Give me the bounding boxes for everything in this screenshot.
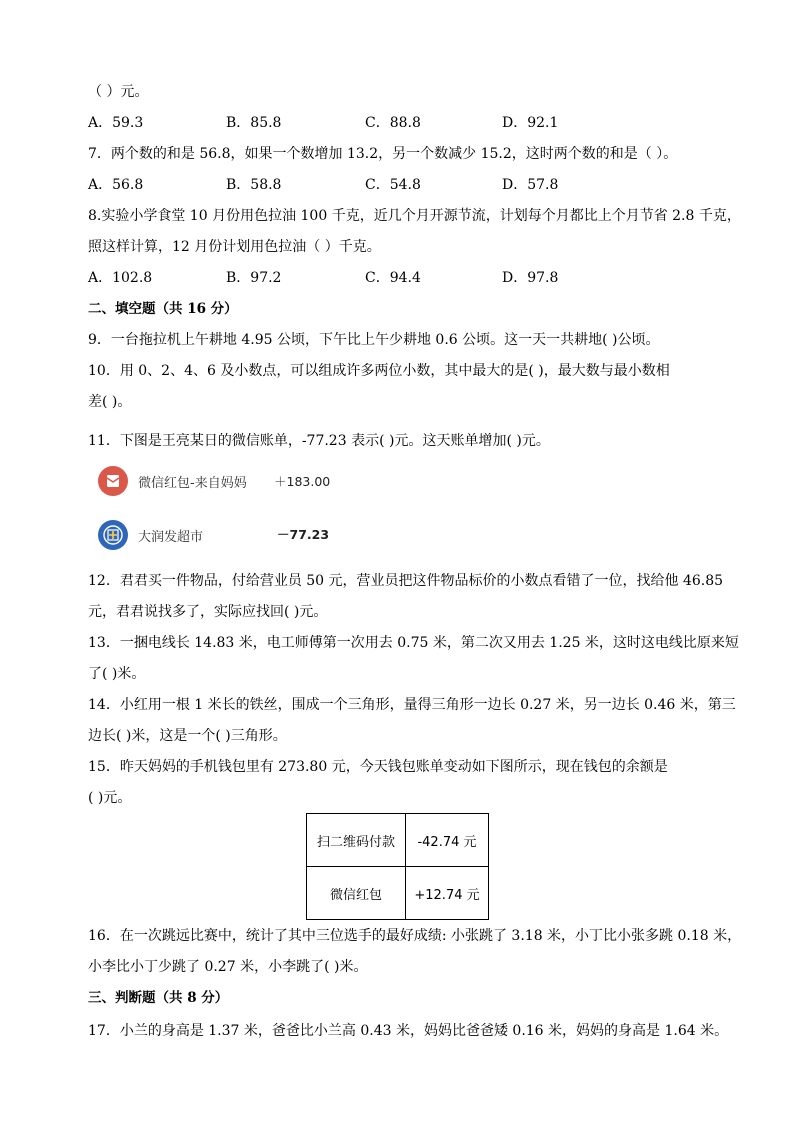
red-packet-icon (98, 466, 128, 496)
option-a: A．102.8 (88, 270, 153, 286)
option-d: D．97.8 (502, 270, 559, 286)
wallet-change-table (306, 813, 489, 920)
supermarket-icon (98, 520, 128, 550)
question-13-line1: 13．一捆电线长 14.83 米，电工师傅第一次用去 0.75 米，第二次又用去 1.25 米，这时这电线比原来短 (88, 635, 739, 651)
bill-row-supermarket (98, 518, 203, 552)
question-11: 11．下图是王亮某日的微信账单，-77.23 表示( )元。这天账单增加( )元。 (88, 433, 550, 449)
wallet-label: 扫二维码付款 (307, 814, 406, 867)
table-row (307, 867, 489, 920)
bill-amount: ＋183.00 (274, 474, 331, 489)
question-13-line2: 了( )米。 (88, 666, 146, 682)
bill-row-red-packet (98, 464, 247, 498)
question-8-line2: 照这样计算，12 月份计划用色拉油（ ）千克。 (88, 239, 381, 255)
option-d: D．57.8 (502, 177, 559, 193)
question-17: 17．小兰的身高是 1.37 米，爸爸比小兰高 0.43 米，妈妈比爸爸矮 0.16 米，妈妈的身高是 1.64 米。 (88, 1023, 729, 1039)
q8-options (88, 268, 708, 288)
question-10-line1: 10．用 0、2、4、6 及小数点，可以组成许多两位小数，其中最大的是( )，最大数与最小数相 (88, 363, 670, 379)
wallet-value: -42.74 元 (406, 814, 489, 867)
bill-amount: －77.23 (277, 527, 330, 542)
question-15-line1: 15．昨天妈妈的手机钱包里有 273.80 元，今天钱包账单变动如下图所示，现在钱包的余额是 (88, 759, 668, 775)
q7-options (88, 175, 708, 195)
question-8-line1: 8.实验小学食堂 10 月份用色拉油 100 千克，近几个月开源节流，计划每个月都比上个月节省 2.8 千克， (88, 208, 741, 224)
option-b: B．85.8 (226, 115, 282, 131)
option-b: B．58.8 (226, 177, 282, 193)
question-15-line2: ( )元。 (88, 790, 132, 806)
wallet-label: 微信红包 (307, 867, 406, 920)
question-16-line2: 小李比小丁少跳了 0.27 米，小李跳了( )米。 (88, 959, 368, 975)
option-c: C．54.8 (365, 177, 421, 193)
question-12-line2: 元，君君说找多了，实际应找回( )元。 (88, 604, 328, 620)
question-10-line2: 差( )。 (88, 394, 132, 410)
question-14-line2: 边长( )米，这是一个( )三角形。 (88, 728, 287, 744)
option-c: C．88.8 (365, 115, 421, 131)
option-c: C．94.4 (365, 270, 421, 286)
question-9: 9．一台拖拉机上午耕地 4.95 公顷，下午比上午少耕地 0.6 公顷。这一天一共耕地( )公顷。 (88, 332, 660, 348)
option-a: A．56.8 (88, 177, 144, 193)
bill-name: 微信红包-来自妈妈 (138, 475, 247, 491)
question-16-line1: 16．在一次跳远比赛中，统计了其中三位选手的最好成绩: 小张跳了 3.18 米，小丁比小张多跳 0.18 米， (88, 928, 742, 944)
option-d: D．92.1 (502, 115, 559, 131)
section-title-true-false: 三、判断题（共 8 分） (88, 990, 229, 1006)
q6-options (88, 113, 708, 133)
option-a: A．59.3 (88, 115, 144, 131)
q6-tail: （ ）元。 (88, 84, 149, 100)
question-12-line1: 12．君君买一件物品，付给营业员 50 元，营业员把这件物品标价的小数点看错了一位，找给他 46.85 (88, 573, 724, 589)
table-row (307, 814, 489, 867)
section-title-fill-in: 二、填空题（共 16 分） (88, 301, 238, 317)
wallet-value: +12.74 元 (406, 867, 489, 920)
bill-name: 大润发超市 (138, 529, 204, 545)
option-b: B．97.2 (226, 270, 282, 286)
question-14-line1: 14．小红用一根 1 米长的铁丝，围成一个三角形，量得三角形一边长 0.27 米，另一边长 0.46 米，第三 (88, 697, 736, 713)
question-7: 7．两个数的和是 56.8，如果一个数增加 13.2，另一个数减少 15.2，这时两个数的和是（ ）。 (88, 146, 678, 162)
